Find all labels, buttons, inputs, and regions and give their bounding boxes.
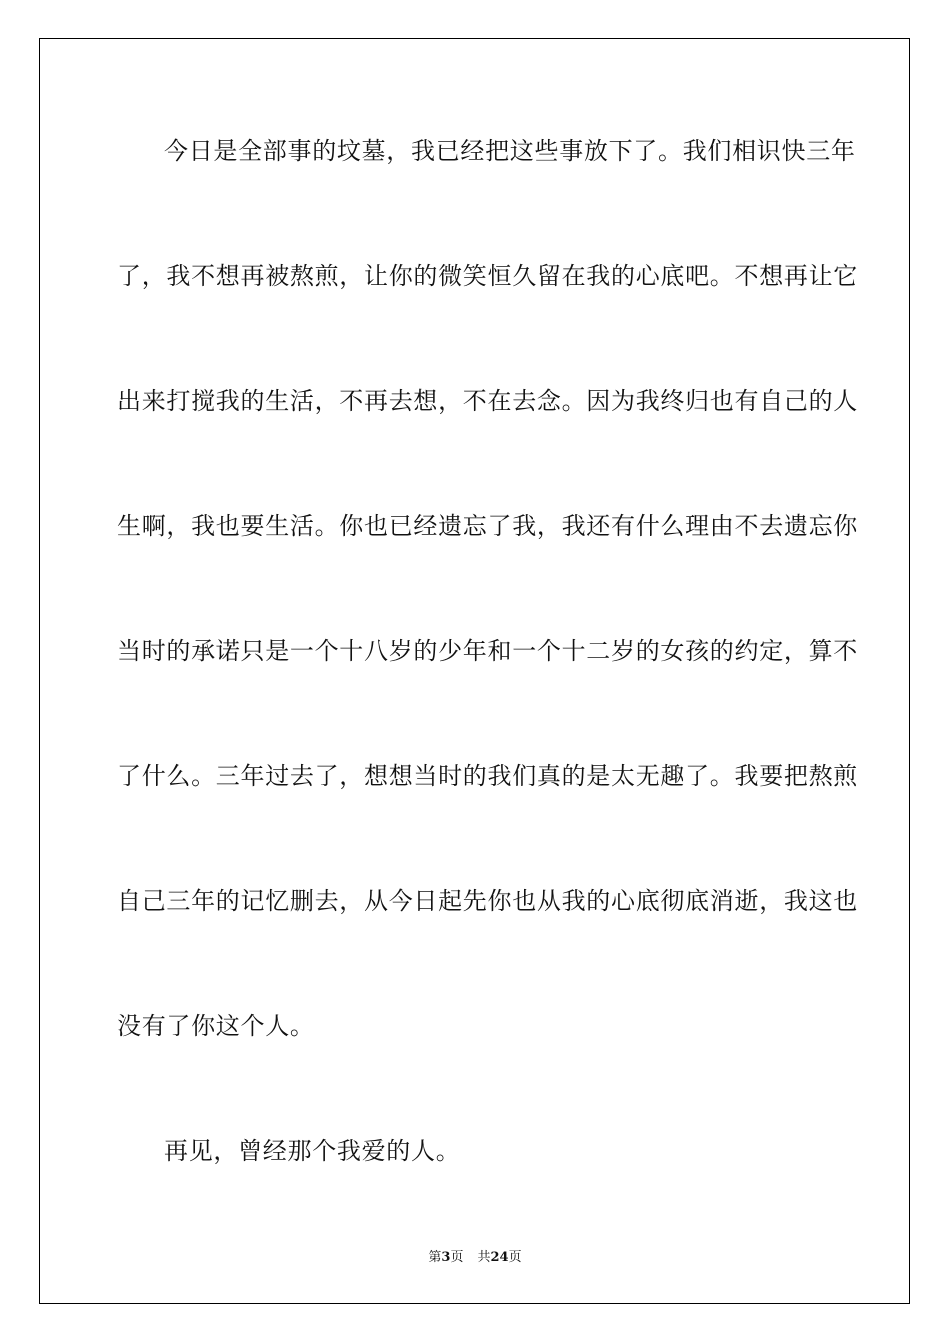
- paragraph-line-4: 生啊，我也要生活。你也已经遗忘了我，我还有什么理由不去遗忘你: [117, 512, 858, 540]
- page-prefix: 第: [428, 1250, 442, 1265]
- closing-line: 再见，曾经那个我爱的人。: [164, 1137, 461, 1165]
- paragraph-line-7: 自己三年的记忆删去，从今日起先你也从我的心底彻底消逝，我这也: [117, 887, 858, 915]
- paragraph-line-3: 出来打搅我的生活，不再去想，不在去念。因为我终归也有自己的人: [117, 387, 858, 415]
- total-pages: 24: [490, 1250, 509, 1265]
- page-number: 3: [441, 1250, 451, 1265]
- paragraph-line-1: 今日是全部事的坟墓，我已经把这些事放下了。我们相识快三年: [164, 137, 856, 165]
- page-suffix: 页: [450, 1250, 464, 1265]
- paragraph-line-2: 了，我不想再被熬煎，让你的微笑恒久留在我的心底吧。不想再让它: [117, 262, 858, 290]
- paragraph-line-8: 没有了你这个人。: [117, 1012, 315, 1040]
- page-footer: [0, 1246, 950, 1265]
- paragraph-line-5: 当时的承诺只是一个十八岁的少年和一个十二岁的女孩的约定，算不: [117, 637, 858, 665]
- document-body: [117, 120, 858, 1245]
- total-suffix: 页: [508, 1250, 522, 1265]
- paragraph-line-6: 了什么。三年过去了，想想当时的我们真的是太无趣了。我要把熬煎: [117, 762, 858, 790]
- total-prefix: 共: [477, 1250, 491, 1265]
